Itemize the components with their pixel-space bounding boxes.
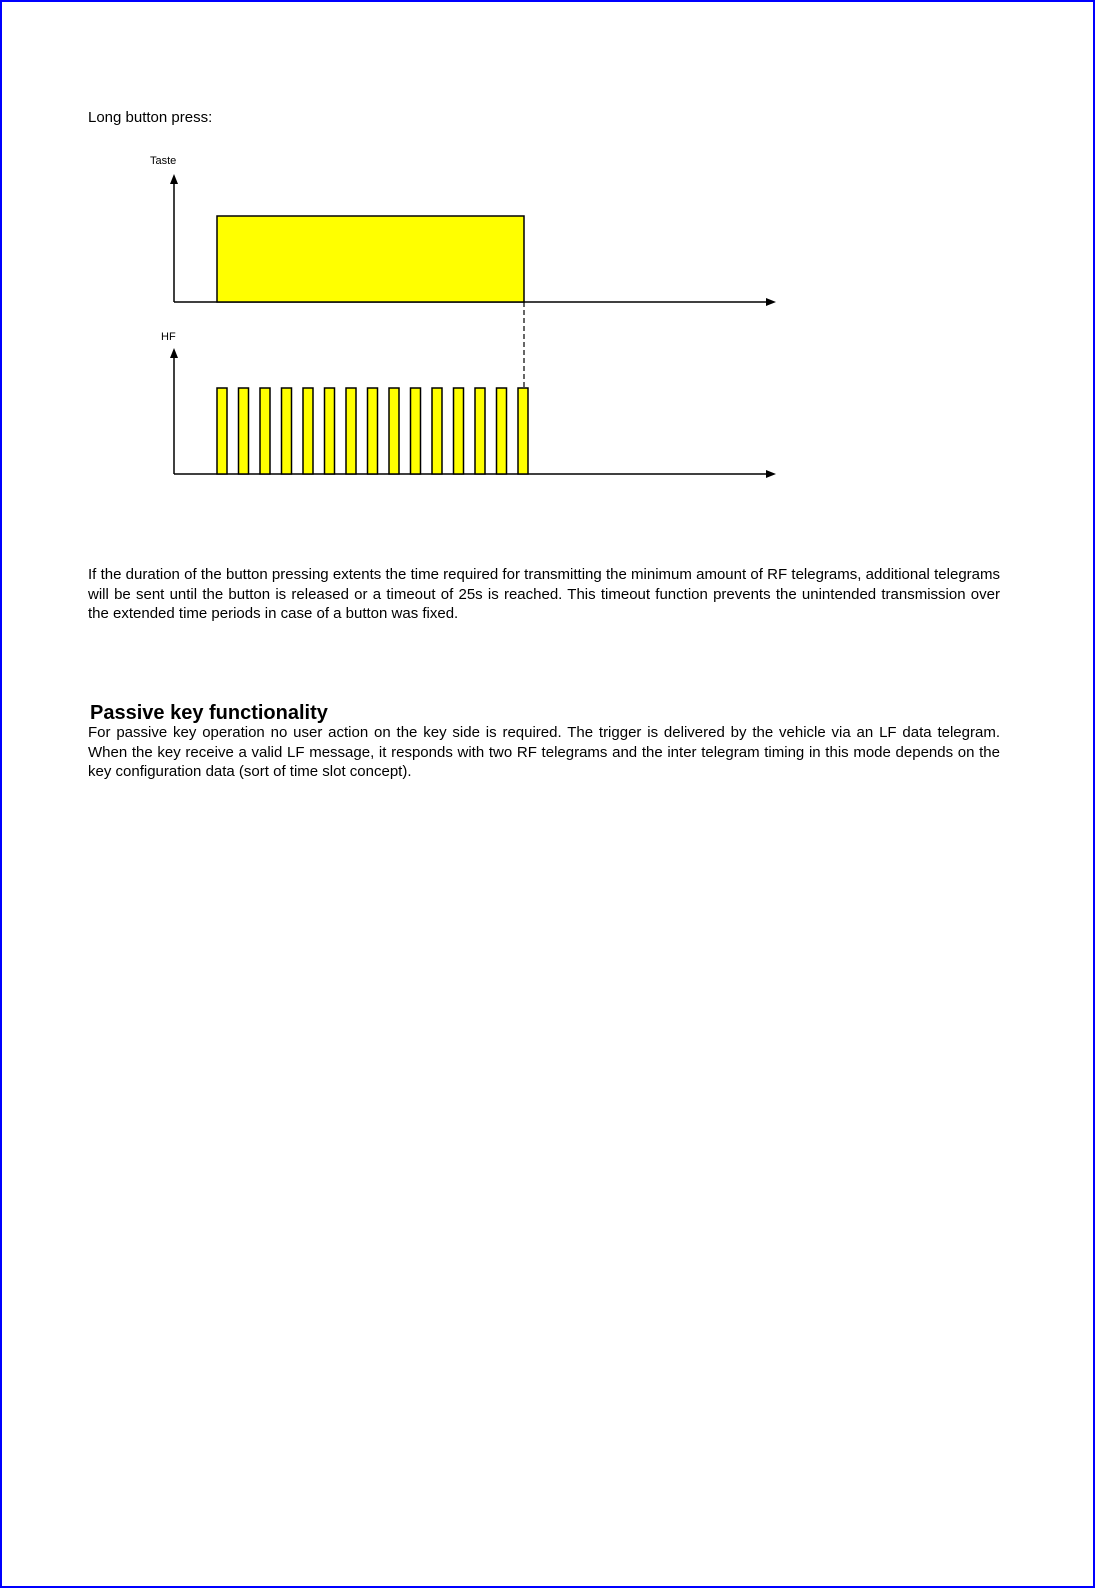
intro-label: Long button press: (88, 109, 213, 126)
rf-telegram-pulse (454, 388, 464, 474)
rf-telegram-pulse (239, 388, 249, 474)
button-press-pulse (217, 216, 524, 302)
rf-telegram-pulse (518, 388, 528, 474)
taste-y-arrow-icon (170, 174, 178, 184)
rf-telegram-pulse (303, 388, 313, 474)
rf-telegram-pulse (346, 388, 356, 474)
taste-x-arrow-icon (766, 298, 776, 306)
rf-telegram-pulse (282, 388, 292, 474)
rf-telegram-pulse (217, 388, 227, 474)
rf-telegram-pulse (260, 388, 270, 474)
hf-y-arrow-icon (170, 348, 178, 358)
rf-telegram-pulse (325, 388, 335, 474)
paragraph-long-press: If the duration of the button pressing extents the time required for transmitting the minimum amount of RF telegrams, additional telegrams will be sent until the button is released or a timeout of 25s is reached. This timeout function prevents the unintended transmission over the extended time periods in case of a button was fixed. (88, 566, 1000, 622)
taste-axis-label: Taste (150, 155, 177, 167)
hf-axis-label: HF (161, 331, 176, 343)
hf-x-arrow-icon (766, 470, 776, 478)
rf-telegram-pulse (497, 388, 507, 474)
rf-telegram-pulse (475, 388, 485, 474)
rf-telegram-pulses (217, 388, 528, 474)
rf-telegram-pulse (368, 388, 378, 474)
rf-telegram-pulse (432, 388, 442, 474)
timing-diagram (140, 148, 800, 493)
section-heading: Passive key functionality (90, 702, 328, 724)
rf-telegram-pulse (411, 388, 421, 474)
rf-telegram-pulse (389, 388, 399, 474)
paragraph-passive-key: For passive key operation no user action on the key side is required. The trigger is delivered by the vehicle via an LF data telegram. When the key receive a valid LF message, it responds with two RF telegrams and the inter telegram timing in this mode depends on the key configuration data (sort of time slot concept). (88, 724, 1000, 780)
